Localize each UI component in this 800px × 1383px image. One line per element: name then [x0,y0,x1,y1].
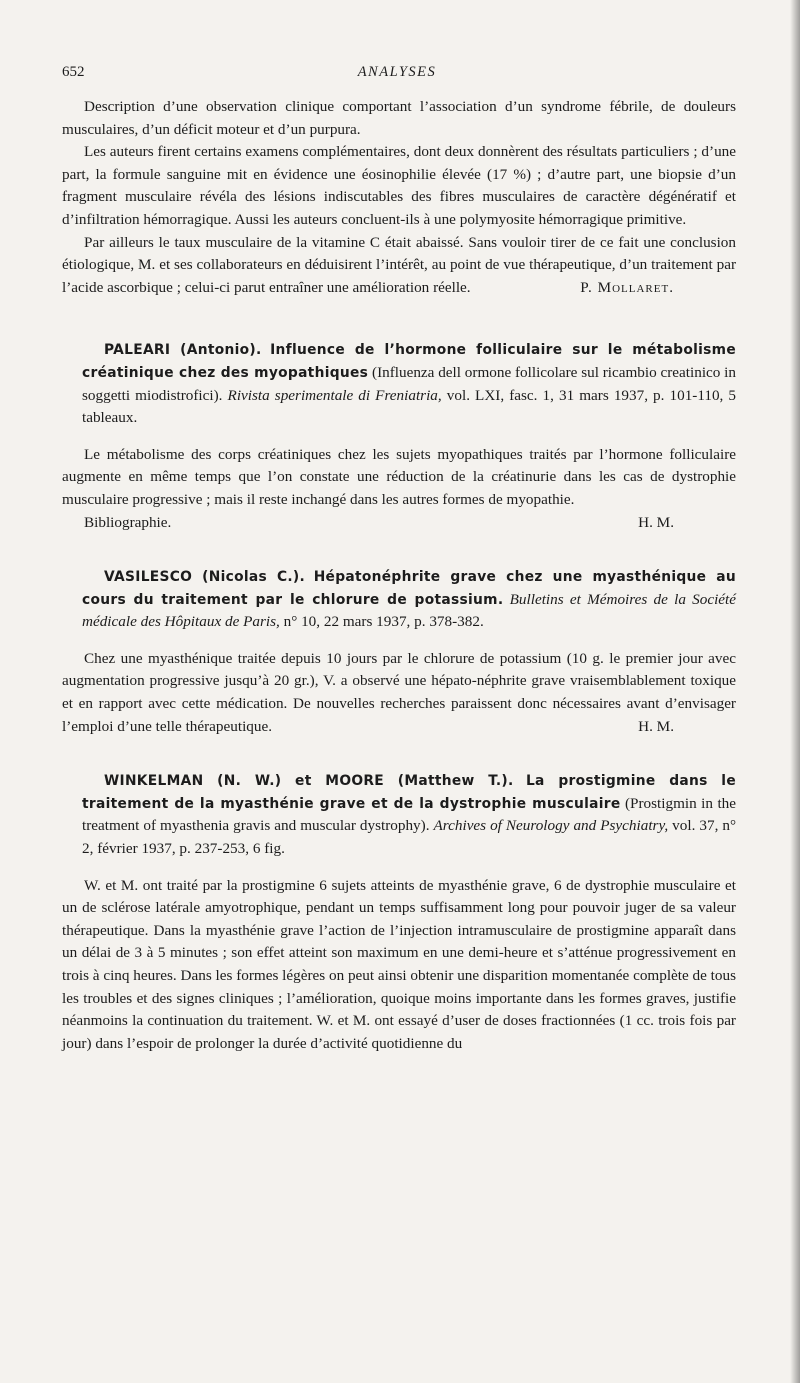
abstract-text: W. et M. ont traité par la prostigmine 6 sujets atteints de myasthénie grave, 6 de dystrophie musculaire et un de sclérose latérale amyotrophique, pendant un temps suffisamment long pour pouvoir juger de sa valeur thérapeutique. Dans la myasthénie grave l’action de l’injection intramusculaire de prostigmine apparaît dans un délai de 3 à 5 minutes ; son effet atteint son maximum en une demi-heure et s’atténue progressivement en trois à cinq heures. Dans les formes légères on peut ainsi obtenir une disparition momentanée complète de tous les troubles et des signes cliniques ; l’amélioration, quoique moins importante dans les formes graves, justifie néanmoins la continuation du traitement. W. et M. ont essayé d’user de doses fractionnées (1 cc. trois fois par jour) dans l’espoir de prolonger la durée d’activité quotidienne du [62,876,736,1052]
review-entry-vasilesco [62,566,736,738]
citation [62,339,736,429]
abstract-body: Chez une myasthénique traitée depuis 10 jours par le chlorure de potassium (10 g. le premier jour avec augmentation progressive jusqu’à 20 gr.), V. a observé une hépato-néphrite grave vraisemblablement toxique et en rapport avec cette médication. De nouvelles recherches paraissent donc nécessaires avant d’envisager l’emploi d’une telle thérapeutique. [62,649,736,735]
abstract [62,875,736,1056]
paragraph-text: Par ailleurs le taux musculaire de la vitamine C était abaissé. Sans vouloir tirer de ce fait une conclusion étiologique, M. et ses collaborateurs en déduisirent l’intérêt, au point de vue thérapeutique, d’un traitement par l’acide ascorbique ; celui-ci parut entraîner une amélioration réelle. [62,233,736,296]
abstract-text [62,648,736,738]
journal-reference: vol. 37, n° 2, février 1937, p. 237-253, 6 fig. [82,817,737,858]
page-header [62,64,732,86]
page-number: 652 [62,64,85,80]
original-title: (Influenza dell ormone follicolare sul ricambio creatinico in soggetti miodistrofici). [82,363,736,404]
review-signature: H. M. [638,717,674,735]
previous-review-continuation [62,96,736,299]
article-title: Influence de l’hormone folliculaire sur le métabolisme créatinique chez des myopathiques [82,342,737,381]
citation [62,770,736,860]
original-title: (Prostigmin in the treatment of myasthenia gravis and muscular dystrophy). [82,794,736,835]
bibliography-line [62,512,736,535]
abstract [62,648,736,738]
paragraph: Les auteurs firent certains examens complémentaires, dont deux donnèrent des résultats particuliers ; d’une part, la formule sanguine mit en évidence une éosinophilie élevée (17 %) ; d’autre part, une biopsie d’un fragment musculaire révéla des lésions indiscutables des fibres musculaires de caractère dégénératif et d’infiltration hémorragique. Aussi les auteurs concluent-ils à une polymyosite hémorragique primitive. [62,143,736,228]
author: PALEARI (Antonio). [104,342,262,359]
review-signature: P. Mollaret. [580,278,674,296]
author: VASILESCO (Nicolas C.). [104,569,306,586]
paragraph [62,232,736,300]
bibliography-note: Bibliographie. [84,513,172,531]
journal-reference: n° 10, 22 mars 1937, p. 378-382. [283,613,484,631]
journal-reference: vol. LXI, fasc. 1, 31 mars 1937, p. 101-110, 5 tableaux. [82,386,737,427]
paragraph: Description d’une observation clinique comportant l’association d’un syndrome fébrile, de douleurs musculaires, d’un déficit moteur et d’un purpura. [62,98,736,138]
journal-name: Bulletins et Mémoires de la Société médicale des Hôpitaux de Paris, [82,590,737,631]
article-title: La prostigmine dans le traitement de la myasthénie grave et de la dystrophie musculaire [82,773,736,812]
page-edge-shadow [790,0,800,1383]
journal-name: Rivista sperimentale di Freniatria, [227,386,442,404]
running-title: ANALYSES [357,64,437,80]
citation [62,566,736,634]
abstract [62,444,736,534]
article-title: Hépatonéphrite grave chez une myasthénique au cours du traitement par le chlorure de potassium. [82,569,737,608]
review-signature: H. M. [638,513,674,531]
author: WINKELMAN (N. W.) et MOORE (Matthew T.). [104,773,514,790]
review-entry-paleari [62,339,736,534]
abstract-text: Le métabolisme des corps créatiniques chez les sujets myopathiques traités par l’hormone folliculaire augmente en même temps que l’on constate une réduction de la créatinurie dans les cas de dystrophie musculaire progressive ; mais il reste inchangé dans les autres formes de myopathie. [62,445,736,508]
journal-name: Archives of Neurology and Psychiatry, [433,817,669,835]
page-body [62,96,736,1055]
review-entry-winkelman-moore [62,770,736,1055]
